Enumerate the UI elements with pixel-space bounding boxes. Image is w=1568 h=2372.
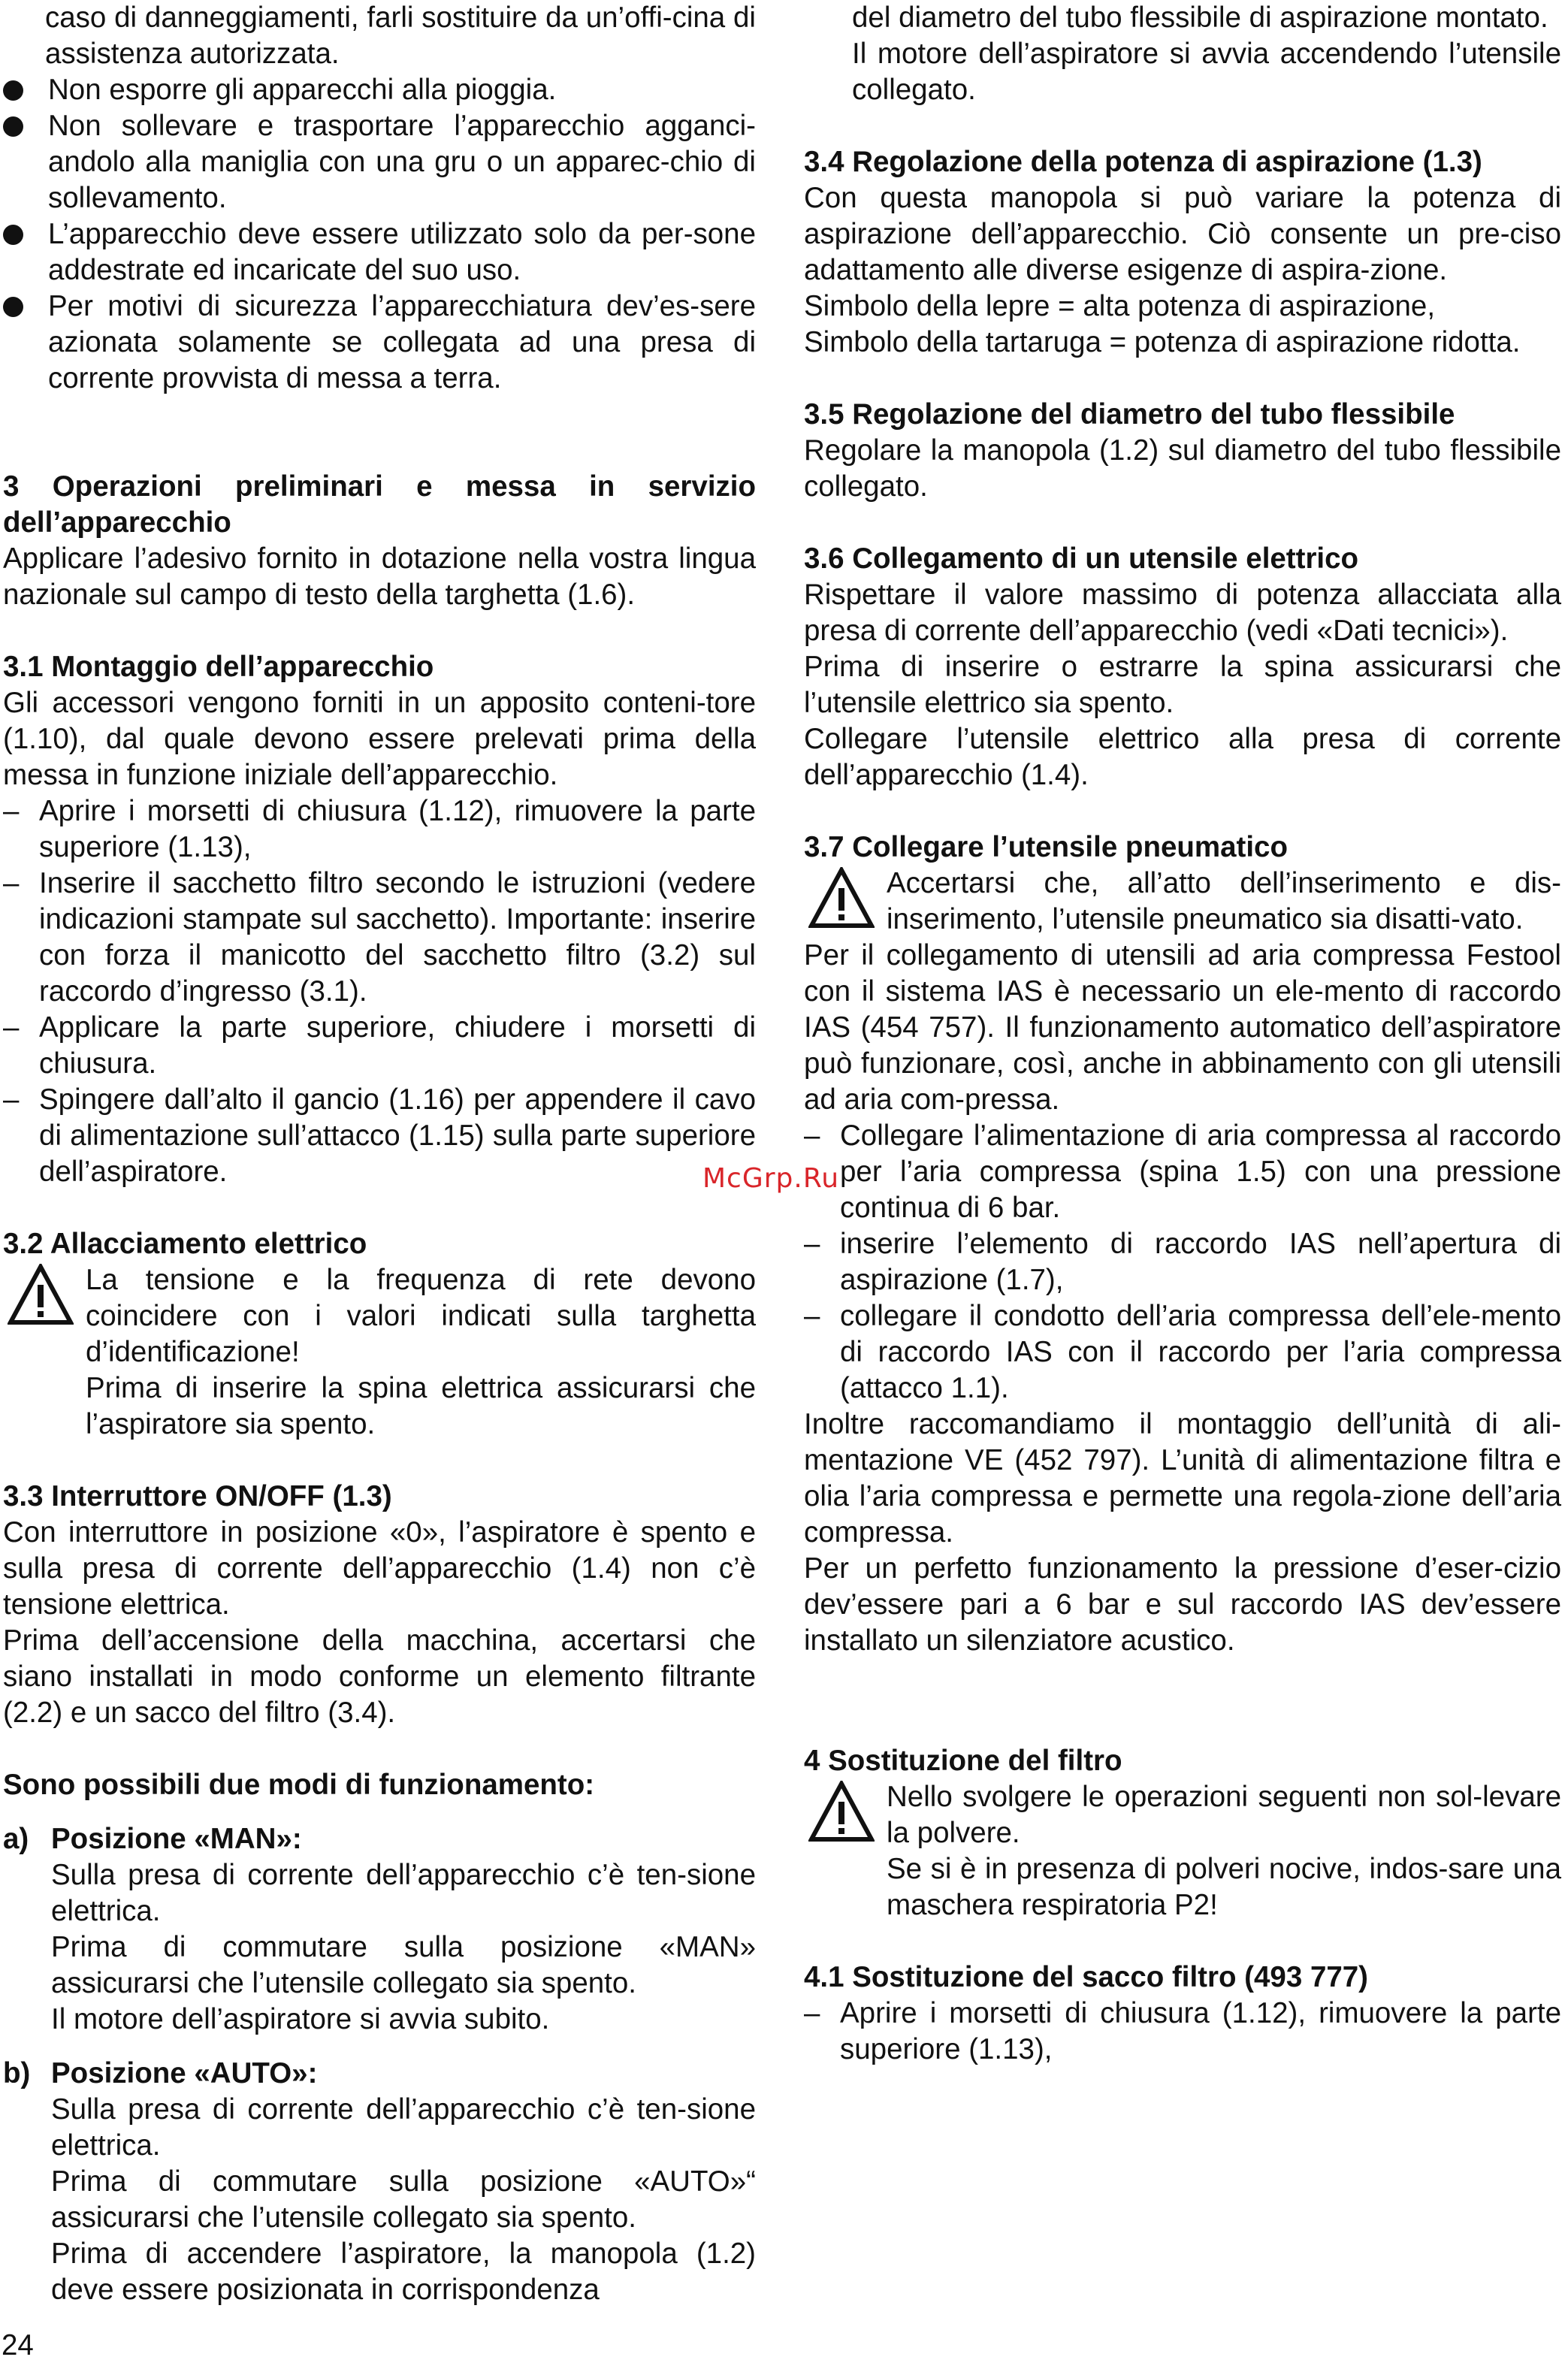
right-column bbox=[804, 0, 1561, 2068]
section-3-7-text-2: Inoltre raccomandiamo il montaggio dell’unità di ali-mentazione VE (452 797). L’unità di alimentazione filtra e olia l’aria compressa e permette una regola-zione dell’aria compressa. bbox=[804, 1408, 1561, 1549]
intro-continuation: caso di danneggiamenti, farli sostituire da un’offi-cina di assistenza autorizzata. bbox=[45, 2, 756, 70]
page-number: 24 bbox=[2, 2329, 34, 2361]
dash-item: – collegare il condotto dell’aria compressa dell’ele-mento di raccordo IAS con il raccordo per l’aria compressa (attacco 1.1). bbox=[804, 1300, 1561, 1404]
warning-block: Accertarsi che, all’atto dell’inserimento e dis-inserimento, l’utensile pneumatico sia disatti-vato. bbox=[804, 866, 1561, 938]
bullet-icon bbox=[3, 116, 23, 137]
mode-b-continuation: del diametro del tubo flessibile di aspirazione montato. Il motore dell’aspiratore si avvia accendendo l’utensile collegato. bbox=[852, 2, 1561, 106]
section-3-4-text: Con questa manopola si può variare la potenza di aspirazione dell’apparecchio. Ciò consente un pre-ciso adattamento alle diverse esigenze di aspira-zione. bbox=[804, 182, 1561, 286]
section-4-1-heading: 4.1 Sostituzione del sacco filtro (493 777) bbox=[804, 1961, 1368, 1993]
turtle-symbol-text: Simbolo della tartaruga = potenza di aspirazione ridotta. bbox=[804, 326, 1521, 358]
bullet-item: Non esporre gli apparecchi alla pioggia. bbox=[3, 72, 756, 108]
warning-triangle-icon bbox=[8, 1264, 74, 1327]
section-3-7-text: Per il collegamento di utensili ad aria compressa Festool con il sistema IAS è necessario un ele-mento di raccordo IAS (454 757). Il funzionamento automatico dell’aspiratore può funzionare, così, anche in abbinamento con gli utensili ad aria com-pressa. bbox=[804, 939, 1561, 1116]
section-3-7-text-3: Per un perfetto funzionamento la pressione d’eser-cizio dev’essere pari a 6 bar e sul raccordo IAS dev’essere installato un silenziatore acustico. bbox=[804, 1552, 1561, 1657]
warning-block: Nello svolgere le operazioni seguenti non sol-levare la polvere. Se si è in presenza di polveri nocive, indos-sare una maschera respiratoria P2! bbox=[804, 1779, 1561, 1923]
warning-triangle-icon bbox=[808, 1781, 875, 1844]
dash-item: – Collegare l’alimentazione di aria compressa al raccordo per l’aria compressa (spina 1.5) con una pressione continua di 6 bar. bbox=[804, 1120, 1561, 1224]
section-4-heading: 4 Sostituzione del filtro bbox=[804, 1745, 1122, 1777]
bullet-item: Non sollevare e trasportare l’apparecchio agganci-andolo alla maniglia con una gru o un apparec-chio di sollevamento. bbox=[3, 108, 756, 216]
section-3-3-heading: 3.3 Interruttore ON/OFF (1.3) bbox=[3, 1480, 392, 1512]
section-3-1-heading: 3.1 Montaggio dell’apparecchio bbox=[3, 651, 434, 683]
section-3-5-text: Regolare la manopola (1.2) sul diametro del tubo flessibile collegato. bbox=[804, 434, 1561, 503]
section-3-4-heading: 3.4 Regolazione della potenza di aspirazione (1.3) bbox=[804, 146, 1482, 178]
section-3-6-text-1: Rispettare il valore massimo di potenza allacciata alla presa di corrente dell’apparecchio (vedi «Dati tecnici»). bbox=[804, 579, 1561, 647]
dash-item: – Aprire i morsetti di chiusura (1.12), rimuovere la parte superiore (1.13), bbox=[3, 795, 756, 863]
section-3-6-heading: 3.6 Collegamento di un utensile elettrico bbox=[804, 542, 1359, 575]
section-3-5-heading: 3.5 Regolazione del diametro del tubo flessibile bbox=[804, 398, 1455, 431]
section-3-heading: 3 Operazioni preliminari e messa in servizio dell’apparecchio bbox=[3, 470, 756, 539]
section-3-3-text-2: Prima dell’accensione della macchina, accertarsi che siano installati in modo conforme un elemento filtrante (2.2) e un sacco del filtro (3.4). bbox=[3, 1624, 756, 1729]
section-3-2-heading: 3.2 Allacciamento elettrico bbox=[3, 1228, 367, 1260]
mode-b: b) Posizione «AUTO»: Sulla presa di corrente dell’apparecchio c’è ten-sione elettrica. Prima di commutare sulla posizione «AUTO»“ assicurarsi che l’utensile collegato sia spento. Prima di accendere l’aspiratore, la manopola (1.2) deve essere posizionata in corrispondenza bbox=[3, 2057, 756, 2306]
hare-symbol-text: Simbolo della lepre = alta potenza di aspirazione, bbox=[804, 290, 1436, 322]
dash-item: – Inserire il sacchetto filtro secondo le istruzioni (vedere indicazioni stampate sul sacchetto). Importante: inserire con forza il manicotto del sacchetto filtro (3.2) sul raccordo d’ingresso (3.1). bbox=[3, 867, 756, 1008]
bullet-item: L’apparecchio deve essere utilizzato solo da per-sone addestrate ed incaricate del suo uso. bbox=[3, 216, 756, 289]
bullet-icon bbox=[3, 297, 23, 317]
dash-item: – Aprire i morsetti di chiusura (1.12), rimuovere la parte superiore (1.13), bbox=[804, 1997, 1561, 2065]
mode-a: a) Posizione «MAN»: Sulla presa di corrente dell’apparecchio c’è ten-sione elettrica. Prima di commutare sulla posizione «MAN» assicurarsi che l’utensile collegato sia spento. Il motore dell’aspiratore si avvia subito. bbox=[3, 1823, 756, 2035]
section-3-text: Applicare l’adesivo fornito in dotazione nella vostra lingua nazionale sul campo di testo della targhetta (1.6). bbox=[3, 542, 756, 611]
bullet-item: Per motivi di sicurezza l’apparecchiatura dev’es-sere azionata solamente se collegata ad una presa di corrente provvista di messa a terra. bbox=[3, 289, 756, 397]
section-3-3-text-1: Con interruttore in posizione «0», l’aspiratore è spento e sulla presa di corrente dell’apparecchio (1.4) non c’è tensione elettrica. bbox=[3, 1516, 756, 1621]
bullet-icon bbox=[3, 225, 23, 245]
section-3-7-heading: 3.7 Collegare l’utensile pneumatico bbox=[804, 831, 1288, 863]
section-3-1-text: Gli accessori vengono forniti in un apposito conteni-tore (1.10), dal quale devono essere prelevati prima della messa in funzione iniziale dell’apparecchio. bbox=[3, 687, 756, 791]
warning-triangle-icon bbox=[808, 867, 875, 930]
section-3-6-text-2: Prima di inserire o estrarre la spina assicurarsi che l’utensile elettrico sia spento. bbox=[804, 651, 1561, 719]
section-3-6-text-3: Collegare l’utensile elettrico alla presa di corrente dell’apparecchio (1.4). bbox=[804, 723, 1561, 791]
dash-item: – Spingere dall’alto il gancio (1.16) per appendere il cavo di alimentazione sull’attacco (1.15) sulla parte superiore dell’aspiratore. bbox=[3, 1083, 756, 1188]
dash-item: – inserire l’elemento di raccordo IAS nell’apertura di aspirazione (1.7), bbox=[804, 1228, 1561, 1296]
left-column bbox=[3, 0, 756, 2308]
watermark: McGrp.Ru bbox=[702, 1163, 840, 1194]
warning-block: La tensione e la frequenza di rete devono coincidere con i valori indicati sulla targhetta d’identificazione! Prima di inserire la spina elettrica assicurarsi che l’aspiratore sia spento. bbox=[3, 1262, 756, 1443]
modes-heading: Sono possibili due modi di funzionamento: bbox=[3, 1769, 595, 1801]
bullet-icon bbox=[3, 80, 23, 101]
dash-item: – Applicare la parte superiore, chiudere i morsetti di chiusura. bbox=[3, 1011, 756, 1080]
